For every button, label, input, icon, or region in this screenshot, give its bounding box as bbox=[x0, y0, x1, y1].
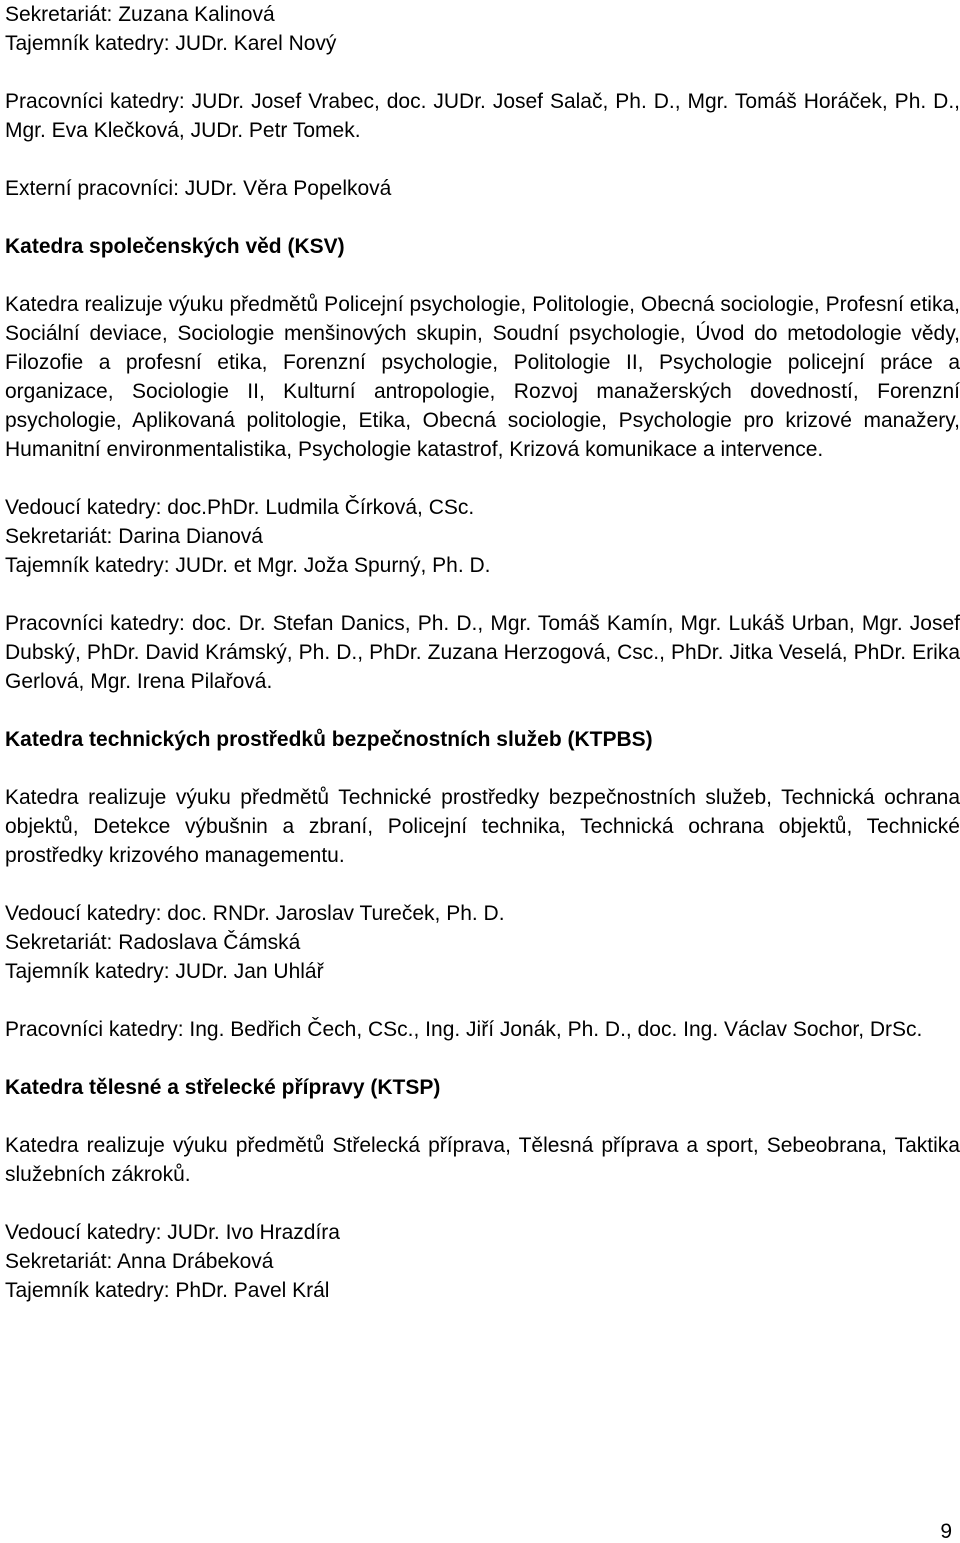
secretariat-line: Sekretariát: Zuzana Kalinová bbox=[5, 3, 275, 26]
secretary-line: Tajemník katedry: JUDr. et Mgr. Joža Spurný, Ph. D. bbox=[5, 554, 491, 577]
external-staff-line: Externí pracovníci: JUDr. Věra Popelková bbox=[5, 177, 392, 200]
secretary-line: Tajemník katedry: JUDr. Karel Nový bbox=[5, 32, 337, 55]
staff-paragraph: Pracovníci katedry: doc. Dr. Stefan Danics, Ph. D., Mgr. Tomáš Kamín, Mgr. Lukáš Urban, Mgr. Josef Dubský, PhDr. David Krámský, Ph. D., PhDr. Zuzana Herzogová, Csc., PhDr. Jitka Veselá, PhDr. Erika Gerlová, Mgr. Irena Pilařová. bbox=[5, 612, 960, 693]
section-heading: Katedra společenských věd (KSV) bbox=[5, 235, 345, 258]
staff-paragraph: Pracovníci katedry: Ing. Bedřich Čech, CSc., Ing. Jiří Jonák, Ph. D., doc. Ing. Václav Sochor, DrSc. bbox=[5, 1018, 923, 1041]
document-page bbox=[5, 0, 960, 1305]
head-line: Vedoucí katedry: doc.PhDr. Ludmila Čírková, CSc. bbox=[5, 496, 475, 519]
section-description: Katedra realizuje výuku předmětů Policejní psychologie, Politologie, Obecná sociologie, Profesní etika, Sociální deviace, Sociologie menšinových skupin, Soudní psychologie, Úvod do metodologie vědy, Filozofie a profesní etika, Forenzní psychologie, Politologie II, Psychologie policejní práce a organizace, Sociologie II, Kulturní antropologie, Rozvoj manažerských dovedností, Forenzní psychologie, Aplikovaná politologie, Etika, Obecná sociologie, Psychologie pro krizové manažery, Humanitní environmentalistika, Psychologie katastrof, Krizová komunikace a intervence. bbox=[5, 293, 960, 461]
staff-paragraph: Pracovníci katedry: JUDr. Josef Vrabec, doc. JUDr. Josef Salač, Ph. D., Mgr. Tomáš Horáček, Ph. D., Mgr. Eva Klečková, JUDr. Petr Tomek. bbox=[5, 90, 960, 142]
secretary-line: Tajemník katedry: JUDr. Jan Uhlář bbox=[5, 960, 324, 983]
secretariat-line: Sekretariát: Radoslava Čámská bbox=[5, 931, 301, 954]
page-number: 9 bbox=[940, 1520, 952, 1543]
head-line: Vedoucí katedry: JUDr. Ivo Hrazdíra bbox=[5, 1221, 340, 1244]
section-description: Katedra realizuje výuku předmětů Střelecká příprava, Tělesná příprava a sport, Sebeobrana, Taktika služebních zákroků. bbox=[5, 1134, 960, 1186]
secretariat-line: Sekretariát: Anna Drábeková bbox=[5, 1250, 274, 1273]
secretary-line: Tajemník katedry: PhDr. Pavel Král bbox=[5, 1279, 330, 1302]
secretariat-line: Sekretariát: Darina Dianová bbox=[5, 525, 263, 548]
section-description: Katedra realizuje výuku předmětů Technické prostředky bezpečnostních služeb, Technická ochrana objektů, Detekce výbušnin a zbraní, Policejní technika, Technická ochrana objektů, Technické prostředky krizového managementu. bbox=[5, 786, 960, 867]
section-heading: Katedra technických prostředků bezpečnostních služeb (KTPBS) bbox=[5, 728, 653, 751]
section-heading: Katedra tělesné a střelecké přípravy (KTSP) bbox=[5, 1076, 441, 1099]
previous-department-section bbox=[5, 0, 960, 203]
head-line: Vedoucí katedry: doc. RNDr. Jaroslav Tureček, Ph. D. bbox=[5, 902, 505, 925]
ktpbs-section bbox=[5, 725, 960, 1044]
ktsp-section bbox=[5, 1073, 960, 1305]
ksv-section bbox=[5, 232, 960, 696]
